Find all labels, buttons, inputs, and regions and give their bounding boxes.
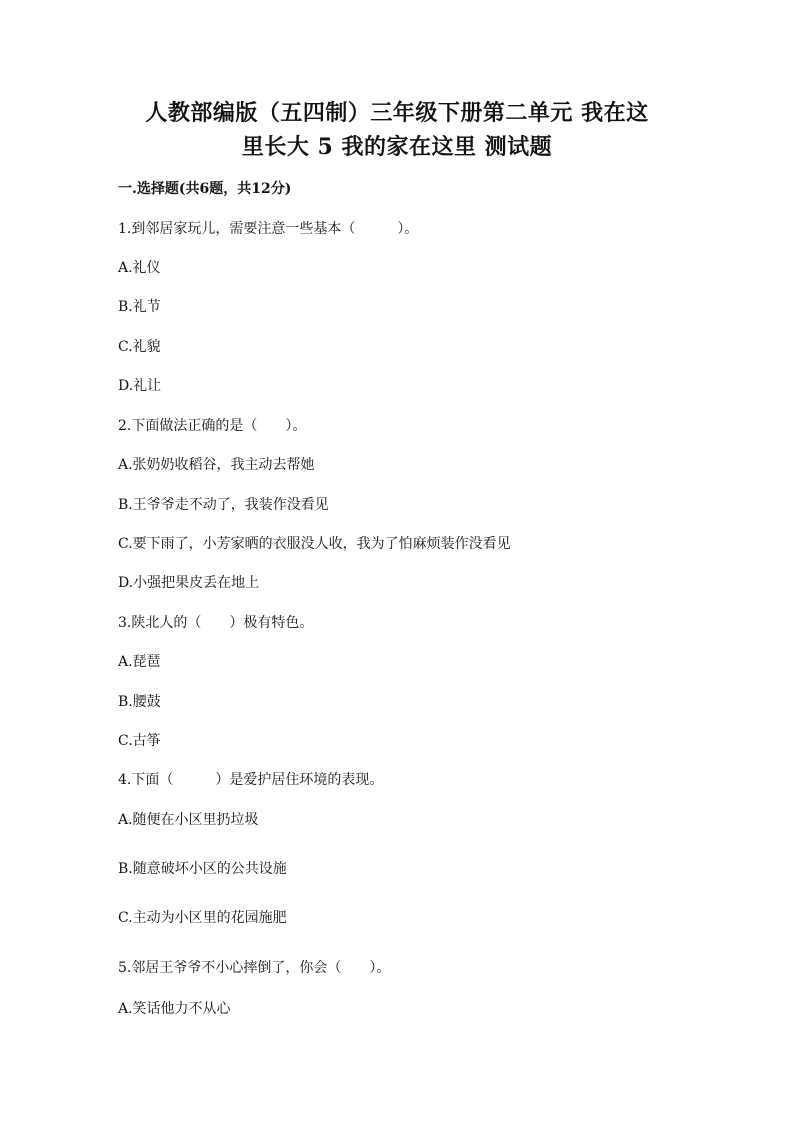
question-2-stem: 2.下面做法正确的是（ ）。 — [118, 418, 307, 434]
question-4-stem: 4.下面（ ）是爱护居住环境的表现。 — [118, 772, 384, 788]
question-1-stem: 1.到邻居家玩儿，需要注意一些基本（ ）。 — [118, 221, 419, 237]
question-3-option-a: A.琵琶 — [118, 654, 161, 670]
question-2-option-d: D.小强把果皮丢在地上 — [118, 575, 260, 591]
section-heading: 一.选择题(共6题，共12分) — [118, 181, 292, 197]
question-1-option-d: D.礼让 — [118, 378, 162, 394]
question-2-option-b: B.王爷爷走不动了，我装作没看见 — [118, 497, 329, 513]
question-1-option-a: A.礼仪 — [118, 260, 161, 276]
question-4-option-a: A.随便在小区里扔垃圾 — [118, 812, 259, 828]
question-5-stem: 5.邻居王爷爷不小心摔倒了，你会（ ）。 — [118, 960, 391, 976]
question-2-option-a: A.张奶奶收稻谷，我主动去帮她 — [118, 457, 315, 473]
question-3-stem: 3.陕北人的（ ）极有特色。 — [118, 615, 314, 631]
question-3-option-c: C.古筝 — [118, 733, 161, 749]
question-1-option-b: B.礼节 — [118, 299, 161, 315]
question-5-option-a: A.笑话他力不从心 — [118, 1001, 231, 1017]
page-title-line-1: 人教部编版（五四制）三年级下册第二单元 我在这 — [145, 100, 649, 126]
question-2-option-c: C.要下雨了，小芳家晒的衣服没人收，我为了怕麻烦装作没看见 — [118, 536, 511, 552]
question-4-option-c: C.主动为小区里的花园施肥 — [118, 910, 287, 926]
question-3-option-b: B.腰鼓 — [118, 694, 161, 710]
question-1-option-c: C.礼貌 — [118, 339, 161, 355]
question-4-option-b: B.随意破坏小区的公共设施 — [118, 861, 287, 877]
page-title-line-2: 里长大 5 我的家在这里 测试题 — [241, 134, 553, 160]
